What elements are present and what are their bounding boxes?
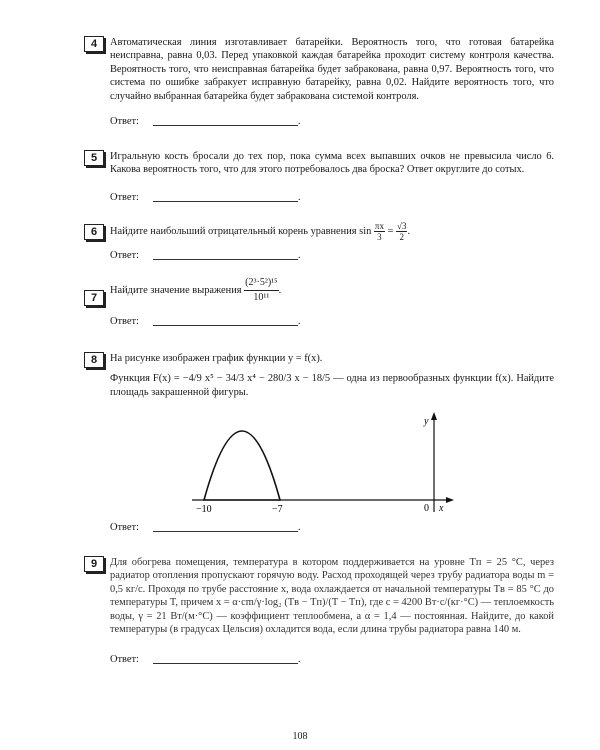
answer-label: Ответ: bbox=[110, 316, 139, 327]
shaded-region bbox=[204, 431, 280, 500]
answer-row: Ответ: . bbox=[110, 192, 301, 203]
x-axis-arrow bbox=[446, 497, 454, 503]
problem-text: Автоматическая линия изготавливает батарейки. Вероятность того, что готовая батарейка неисправна, равна 0,03. Перед упаковкой каждая батарейка проходит систему контроля качества. Вероятность того, что неисправная батарейка будет забракована, равна 0,97. Вероятность того, что система по ошибке забракует исправную батарейку, равна 0,02. Найдите вероятность того, что случайно выбранная батарейка будет забракована системой контроля. bbox=[110, 37, 554, 102]
answer-field[interactable] bbox=[153, 125, 298, 126]
problem-text: Игральную кость бросали до тех пор, пока сумма всех выпавших очков не превысила число 6. Какова вероятность того, что для этого потребовалось два броска? Ответ округлите до сотых. bbox=[110, 151, 554, 176]
answer-row: Ответ: . bbox=[110, 654, 301, 665]
problem-number: 4 bbox=[84, 36, 104, 52]
problem-text-2: Функция F(x) = −4/9 x⁵ − 34/3 x⁴ − 280/3 x − 18/5 — одна из первообразных функции f(x). Найдите площадь закрашенной фигуры. bbox=[110, 373, 554, 398]
answer-label: Ответ: bbox=[110, 192, 139, 203]
origin-label: 0 bbox=[424, 503, 429, 514]
answer-row: Ответ: . bbox=[110, 250, 301, 261]
problem-number: 7 bbox=[84, 290, 104, 306]
y-axis-label: y bbox=[424, 416, 429, 427]
problem-6 bbox=[84, 221, 554, 261]
answer-label: Ответ: bbox=[110, 116, 139, 127]
problem-7 bbox=[84, 277, 554, 327]
problem-number: 6 bbox=[84, 224, 104, 240]
expression-fraction: $\frac{\text{(2³·5²)¹⁵}}{\text{10¹¹}}$ bbox=[245, 277, 278, 303]
answer-field[interactable] bbox=[153, 663, 298, 664]
y-axis-arrow bbox=[431, 412, 437, 420]
problem-number: 8 bbox=[84, 352, 104, 368]
problem-statement: Найдите значение выражения bbox=[110, 284, 242, 296]
answer-row: Ответ: . bbox=[110, 116, 301, 127]
equation-fraction: $\frac{\pi x}{3}$ bbox=[374, 221, 384, 242]
answer-field[interactable] bbox=[153, 259, 298, 260]
problem-5 bbox=[84, 150, 554, 203]
problem-text: Найдите значение выражения $\frac{\text{(2³·5²)¹⁵}}{\text{10¹¹}}$ . bbox=[110, 277, 282, 303]
equation-rhs: $\frac{√3}{2}$ bbox=[397, 221, 407, 242]
problem-statement: Найдите наибольший отрицательный корень уравнения sin bbox=[110, 225, 372, 237]
x-axis-label: x bbox=[439, 503, 444, 514]
answer-field[interactable] bbox=[153, 325, 298, 326]
answer-field[interactable] bbox=[153, 201, 298, 202]
problem-text-1: На рисунке изображен график функции y = f(x). bbox=[110, 353, 323, 364]
problem-9 bbox=[84, 556, 554, 665]
answer-field[interactable] bbox=[153, 531, 298, 532]
problem-number: 9 bbox=[84, 556, 104, 572]
problem-8 bbox=[84, 352, 554, 533]
answer-row: Ответ: . bbox=[110, 522, 301, 533]
answer-label: Ответ: bbox=[110, 522, 139, 533]
problem-text: Для обогрева помещения, температура в котором поддерживается на уровне Tп = 25 °С, через радиатор отопления пропускают горячую воду. Расход проходящей через трубу радиатора воды m = 0,5 кг/с. Проходя по трубе расстояние x, вода охлаждается от начальной температуры Tв = 85 °С до температуры T, причем x = α·cm/γ·log₂ (Tв − Tп)/(T − Tп), где c = 4200 Вт·с/(кг·°С) — теплоемкость воды, γ = 21 Вт/(м·°С) — коэффициент теплообмена, а α = 1,4 — постоянная. Найдите, до какой температуры (в градусах Цельсия) охладится вода, если длина трубы радиатора равна 140 м. bbox=[110, 557, 554, 636]
function-graph bbox=[192, 412, 462, 520]
tick-label-right: −7 bbox=[272, 504, 283, 515]
problem-4 bbox=[84, 36, 554, 127]
answer-label: Ответ: bbox=[110, 250, 139, 261]
answer-row: Ответ: . bbox=[110, 316, 301, 327]
page-number: 108 bbox=[292, 731, 308, 742]
problem-text: Найдите наибольший отрицательный корень уравнения sin $\frac{\pi x}{3}$ = $\frac{√3}{2}$ . bbox=[110, 221, 411, 242]
answer-label: Ответ: bbox=[110, 654, 139, 665]
tick-label-left: −10 bbox=[196, 504, 212, 515]
problem-number: 5 bbox=[84, 150, 104, 166]
